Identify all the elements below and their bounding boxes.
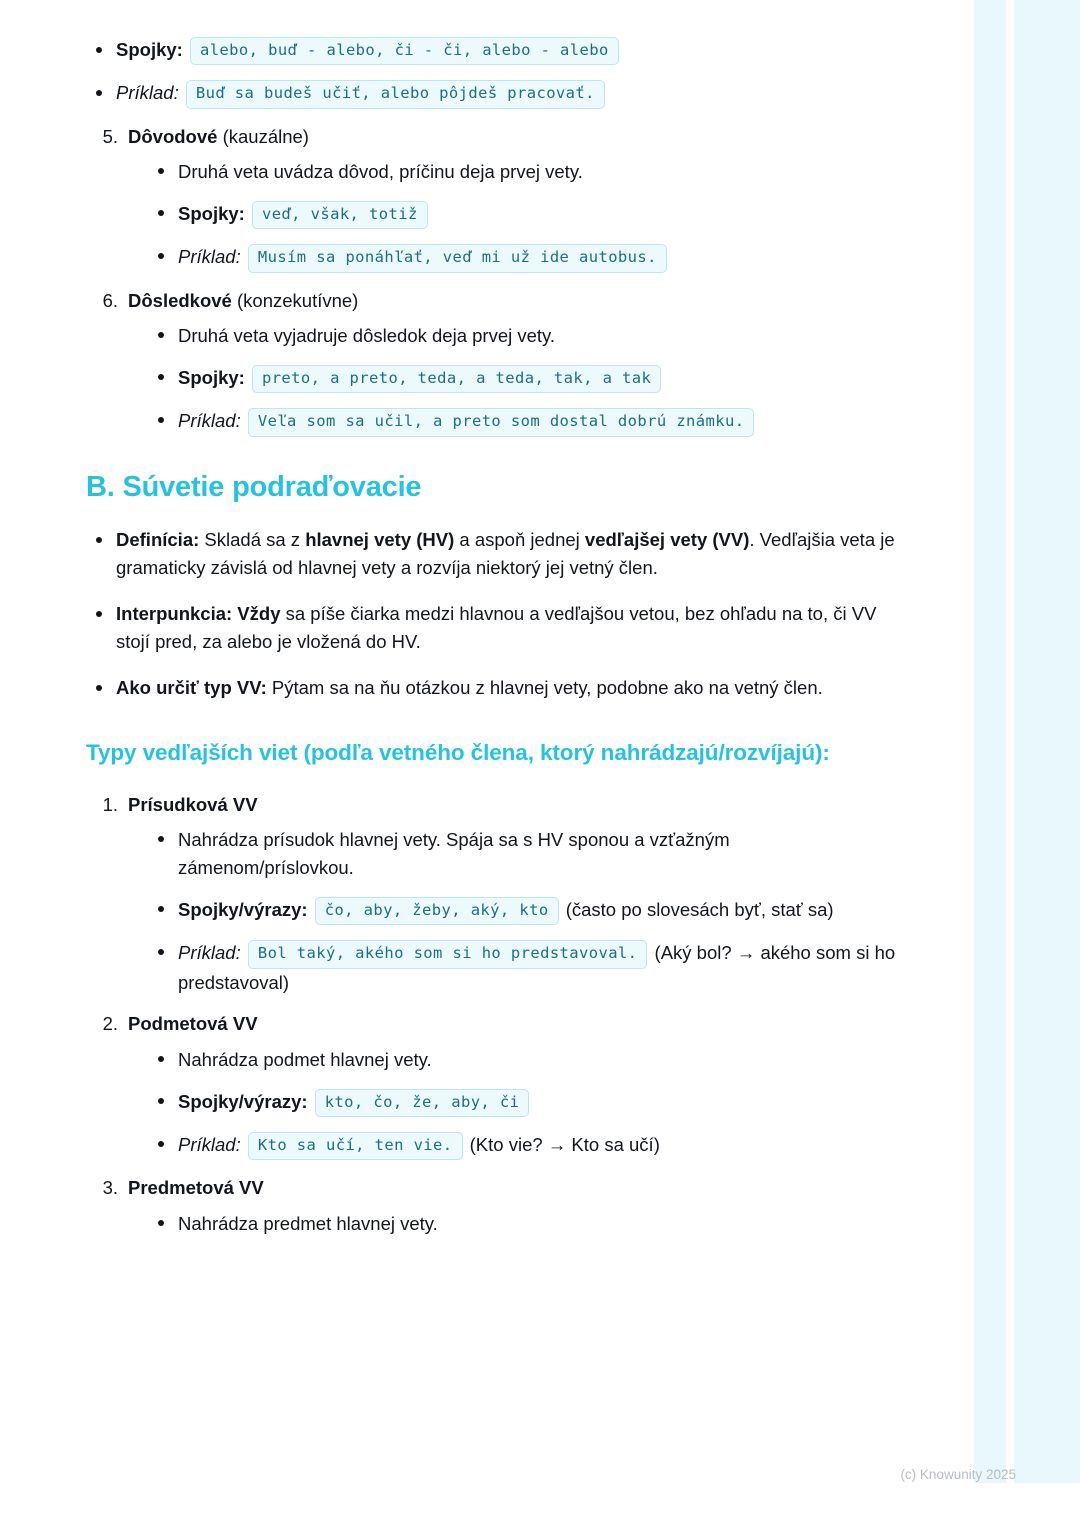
item-subtitle: (konzekutívne)	[237, 289, 359, 311]
list-item	[150, 1046, 906, 1074]
item-label: Príklad:	[178, 410, 241, 432]
item-number: 5.	[102, 125, 118, 147]
list-item	[150, 826, 906, 882]
item-number: 1.	[102, 793, 118, 815]
right-decorative-band	[974, 0, 1080, 1483]
item-title: Predmetová VV	[128, 1177, 264, 1199]
section-heading-b: B. Súvetie podraďovacie	[86, 470, 422, 503]
footer-copyright: (c) Knowunity 2025	[900, 1467, 1016, 1482]
item-label: Spojky/výrazy:	[178, 898, 308, 920]
item-text-part: sa píše čiarka medzi hlavnou a vedľajšou vetou, bez ohľadu na to, či VV stojí pred, za alebo je vložená do HV.	[116, 603, 877, 653]
item-text: Druhá veta vyjadruje dôsledok deja prvej vety.	[178, 325, 556, 347]
list-item	[150, 158, 906, 186]
item-text: Nahrádza prísudok hlavnej vety. Spája sa s HV sponou a vzťažným zámenom/príslovkou.	[178, 829, 730, 879]
list-item	[86, 600, 906, 656]
list-item	[150, 364, 906, 393]
item-label: Príklad:	[178, 246, 241, 268]
item-number: 6.	[102, 289, 118, 311]
item-label: Príklad:	[178, 942, 241, 964]
types-list	[86, 791, 906, 1238]
item-label: Spojky:	[116, 39, 183, 60]
item-text-part: Pýtam sa na ňu otázkou z hlavnej vety, podobne ako na vetný člen.	[266, 677, 823, 699]
list-item	[86, 791, 906, 997]
item-title: Dôsledkové	[128, 289, 232, 311]
item-title: Dôvodové	[128, 125, 218, 147]
item-label: Spojky:	[178, 203, 245, 225]
list-item	[86, 1174, 906, 1238]
item-title: Podmetová VV	[128, 1013, 258, 1035]
code-chip: čo, aby, žeby, aký, kto	[315, 897, 559, 925]
item-label: Definícia:	[116, 528, 200, 550]
item-number: 3.	[102, 1177, 118, 1199]
code-chip: Kto sa učí, ten vie.	[248, 1132, 463, 1160]
top-bullet-list	[86, 36, 906, 109]
item-text-part: a aspoň jednej	[454, 528, 585, 550]
section-b-bullets	[86, 526, 906, 703]
item-text-part: vedľajšej vety (VV)	[584, 528, 750, 550]
sub-list	[128, 1210, 906, 1238]
item-text-part: hlavnej vety (HV)	[305, 528, 455, 550]
sub-list	[128, 322, 906, 436]
list-item	[150, 243, 906, 272]
code-chip: veď, však, totiž	[252, 201, 428, 229]
item-label: Spojky/výrazy:	[178, 1090, 308, 1112]
item-text: Nahrádza podmet hlavnej vety.	[178, 1049, 432, 1071]
right-decorative-band-gap	[1006, 0, 1014, 1483]
item-note: (Aký bol? → akého som si ho predstavoval)	[178, 942, 896, 993]
list-item	[86, 79, 906, 108]
list-item	[86, 287, 906, 437]
item-label: Interpunkcia: Vždy	[116, 603, 281, 624]
item-label: Ako určiť typ VV:	[116, 677, 267, 699]
item-text: Nahrádza predmet hlavnej vety.	[178, 1213, 438, 1235]
list-item	[150, 1131, 906, 1160]
list-item	[150, 322, 906, 350]
list-item	[150, 1088, 906, 1117]
item-subtitle: (kauzálne)	[222, 125, 309, 147]
list-item	[86, 36, 906, 65]
code-chip: Veľa som sa učil, a preto som dostal dobrú známku.	[248, 408, 755, 436]
item-number: 2.	[102, 1013, 118, 1035]
item-note: (často po slovesách byť, stať sa)	[565, 898, 834, 920]
sub-list	[128, 826, 906, 996]
list-item	[86, 674, 906, 702]
item-text-part: . Vedľajšia veta je gramaticky závislá od hlavnej vety a rozvíja niektorý jej vetný člen.	[116, 528, 895, 578]
code-chip: alebo, buď - alebo, či - či, alebo - alebo	[190, 37, 619, 65]
sub-list	[128, 158, 906, 272]
list-item	[150, 1210, 906, 1238]
list-item	[150, 407, 906, 436]
list-item	[86, 123, 906, 273]
list-item	[150, 939, 906, 996]
numbered-list-top	[86, 123, 906, 437]
item-text-part: Skladá sa z	[199, 528, 306, 550]
code-chip: Musím sa ponáhľať, veď mi už ide autobus.	[248, 244, 667, 272]
code-chip: kto, čo, že, aby, či	[315, 1089, 530, 1117]
item-text: Druhá veta uvádza dôvod, príčinu deja prvej vety.	[178, 161, 583, 183]
subsection-heading-types: Typy vedľajších viet (podľa vetného člena, ktorý nahrádzajú/rozvíjajú):	[86, 740, 830, 766]
item-label: Spojky:	[178, 367, 245, 389]
code-chip: preto, a preto, teda, a teda, tak, a tak	[252, 365, 661, 393]
item-label: Príklad:	[116, 82, 179, 104]
sub-list	[128, 1046, 906, 1160]
item-title: Prísudková VV	[128, 793, 258, 815]
document-content	[86, 36, 906, 1252]
list-item	[86, 526, 906, 582]
code-chip: Buď sa budeš učiť, alebo pôjdeš pracovať.	[186, 80, 605, 108]
code-chip: Bol taký, akého som si ho predstavoval.	[248, 940, 648, 968]
list-item	[150, 896, 906, 925]
list-item	[86, 1010, 906, 1160]
item-note: (Kto vie? → Kto sa učí)	[469, 1134, 660, 1156]
item-label: Príklad:	[178, 1134, 241, 1156]
list-item	[150, 200, 906, 229]
